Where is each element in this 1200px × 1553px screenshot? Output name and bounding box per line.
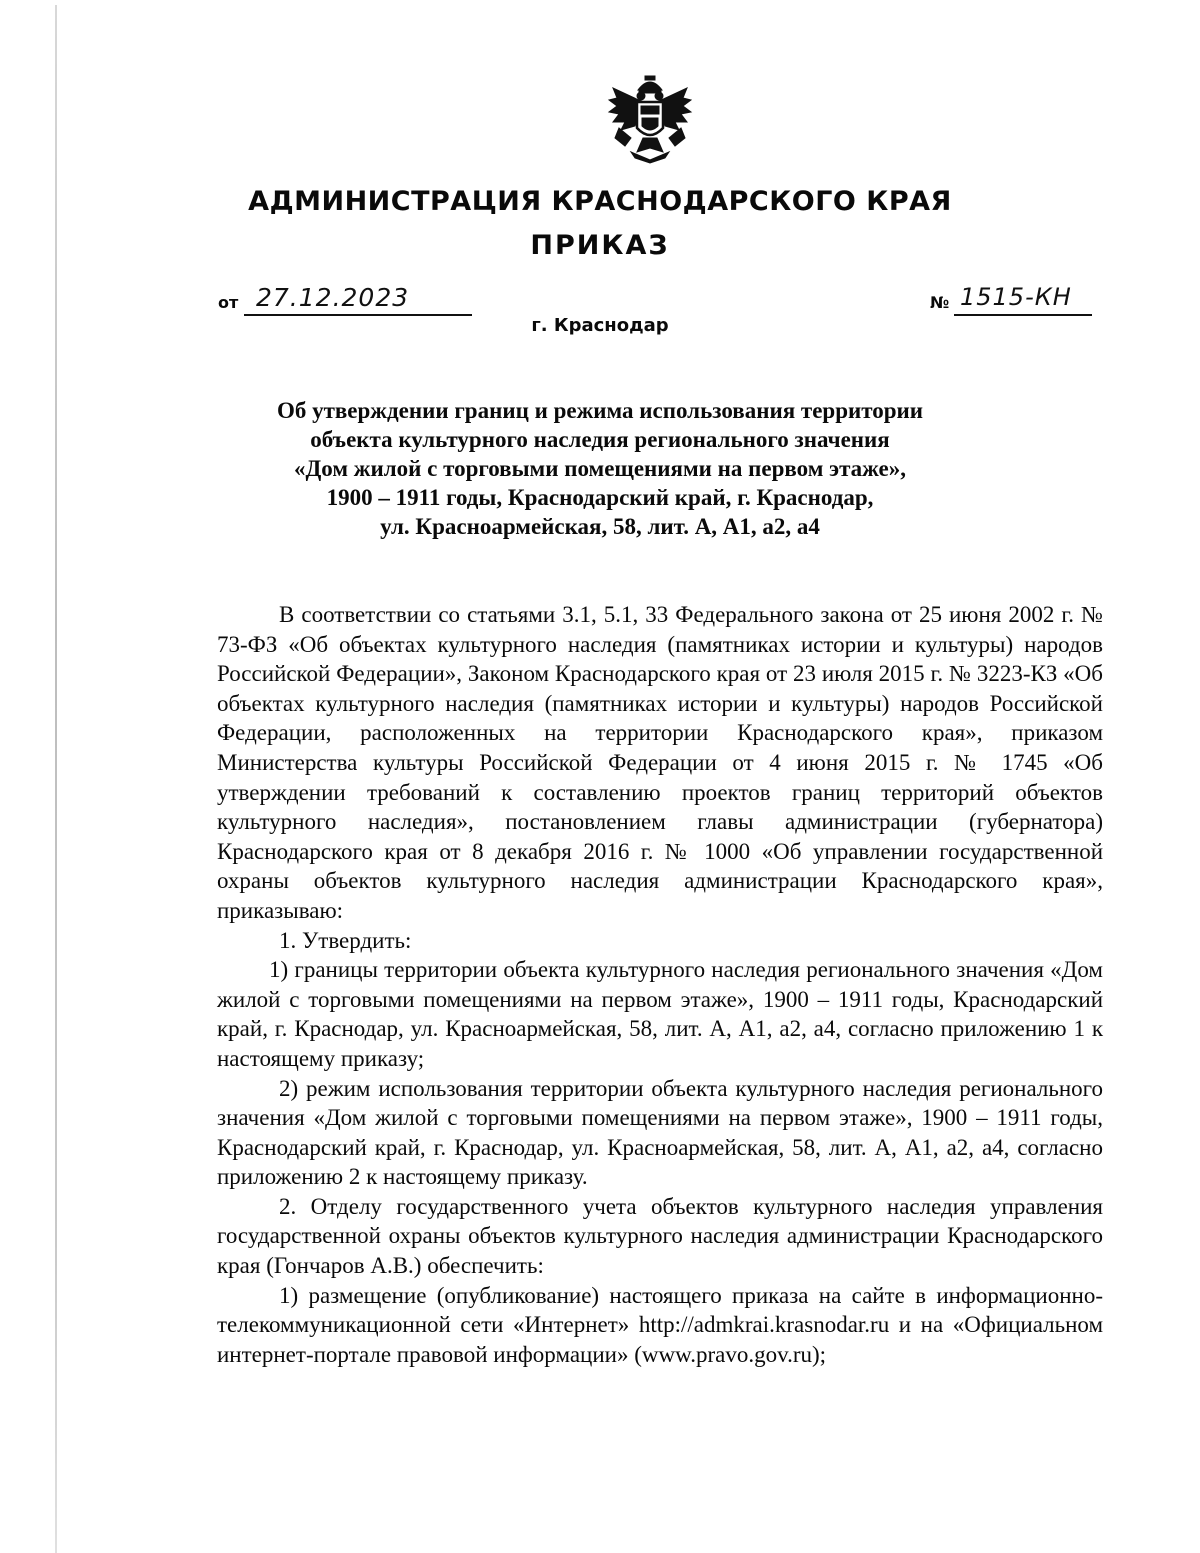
- number-prefix: №: [930, 293, 950, 312]
- heading-line: ул. Красноармейская, 58, лит. А, А1, а2, а4: [380, 514, 820, 539]
- heading-line: «Дом жилой с торговыми помещениями на первом этаже»,: [293, 456, 906, 481]
- item-1-2: 2) режим использования территории объекта культурного наследия регионального значения «Дом жилой с торговыми помещениями на первом этаже», 1900 – 1911 годы, Краснодарский край, г. Краснодар, ул. Красноармейская, 58, лит. А, А1, а2, а4, согласно приложению 2 к настоящему приказу.: [217, 1075, 1103, 1190]
- document-type: ПРИКАЗ: [530, 230, 670, 261]
- number-field: [930, 283, 1100, 319]
- coat-of-arms-icon: [605, 72, 695, 164]
- number-handwritten: 1515-КН: [960, 283, 1072, 311]
- heading-line: 1900 – 1911 годы, Краснодарский край, г. Краснодар,: [326, 485, 874, 510]
- preamble-paragraph: В соответствии со статьями 3.1, 5.1, 33 Федерального закона от 25 июня 2002 г. № 73-ФЗ «Об объектах культурного наследия (памятниках истории и культуры) народов Российской Федерации», Законом Краснодарского края от 23 июля 2015 г. № 3223-КЗ «Об объектах культурного наследия (памятниках истории и культуры) народов Российской Федерации, расположенных на территории Краснодарского края», приказом Министерства культуры Российской Федерации от 4 июня 2015 г. № 1745 «Об утверждении требований к составлению проектов границ территорий объектов культурного наследия», постановлением главы администрации (губернатора) Краснодарского края от 8 декабря 2016 г. № 1000 «Об управлении государственной охраны объектов культурного наследия администрации Краснодарского края», приказываю:: [217, 602, 1103, 923]
- date-handwritten: 27.12.2023: [256, 283, 410, 312]
- item-2-1: 1) размещение (опубликование) настоящего приказа на сайте в информационно-телекоммуникационной сети «Интернет» http://admkrai.krasnodar.ru и на «Официальном интернет-портале правовой информации» (www.pravo.gov.ru);: [217, 1282, 1103, 1367]
- date-prefix: от: [218, 293, 239, 312]
- item-2: 2. Отделу государственного учета объектов культурного наследия управления государственной охраны объектов культурного наследия администрации Краснодарского края (Гончаров А.В.) обеспечить:: [217, 1193, 1103, 1279]
- document-heading: [230, 396, 970, 541]
- document-body: [217, 600, 1103, 1369]
- organization-title: АДМИНИСТРАЦИЯ КРАСНОДАРСКОГО КРАЯ: [248, 186, 952, 217]
- heading-line: Об утверждении границ и режима использования территории: [276, 398, 924, 423]
- date-field: [218, 283, 478, 319]
- item-1-1: 1) границы территории объекта культурного наследия регионального значения «Дом жилой с торговыми помещениями на первом этаже», 1900 – 1911 годы, Краснодарский край, г. Краснодар, ул. Красноармейская, 58, лит. А, А1, а2, а4, согласно приложению 1 к настоящему приказу;: [217, 957, 1103, 1071]
- heading-line: объекта культурного наследия регионального значения: [310, 427, 890, 452]
- item-1: 1. Утвердить:: [279, 927, 412, 953]
- city: г. Краснодар: [531, 315, 669, 336]
